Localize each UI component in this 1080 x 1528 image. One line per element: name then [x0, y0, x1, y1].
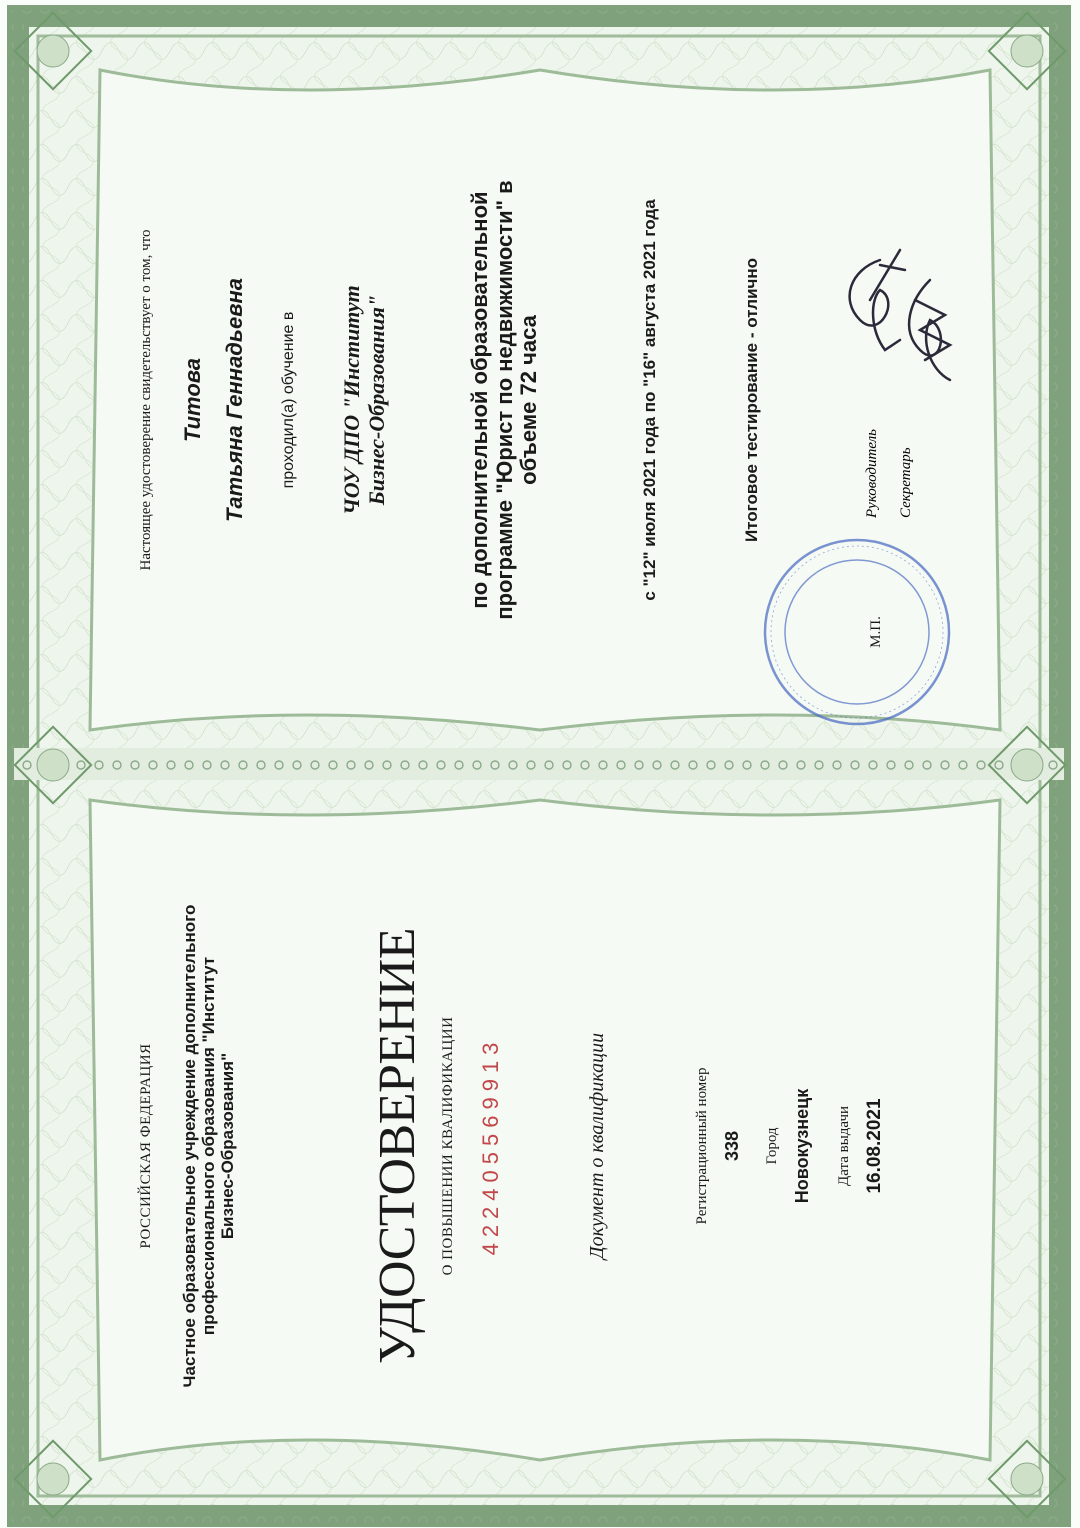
program-description: [468, 180, 542, 619]
issuing-organization: [180, 905, 237, 1388]
program-line-3: объеме 72 часа: [516, 315, 542, 485]
institution-line-2: Бизнес-Образования": [363, 294, 389, 506]
institution-name: [340, 285, 389, 515]
org-line-2: профессионального образования "Институт: [199, 956, 219, 1336]
serial-number: 422405569913: [478, 1036, 503, 1256]
training-passed-text: проходил(а) обучение в: [280, 311, 297, 489]
document-type: Документ о квалификации: [586, 1032, 608, 1260]
registration-label: Регистрационный номер: [694, 1067, 710, 1225]
issue-date-value: 16.08.2021: [864, 1098, 885, 1194]
issue-date-label: Дата выдачи: [836, 1105, 852, 1187]
final-test-result: Итоговое тестирование - отлично: [742, 257, 761, 543]
intro-text: Настоящее удостоверение свидетельствует о том, что: [138, 229, 154, 571]
director-label: Руководитель: [864, 429, 880, 518]
registration-number: 338: [722, 1130, 742, 1162]
program-line-2: программе "Юрист по недвижимости" в: [491, 180, 517, 620]
document-title: УДОСТОВЕРЕНИЕ: [369, 927, 426, 1365]
city-value: Новокузнецк: [792, 1088, 812, 1204]
training-period: с "12" июля 2021 года по "16" августа 2021 года: [640, 199, 659, 601]
program-line-1: по дополнительной образовательной: [467, 191, 492, 609]
document-subtitle: О ПОВЫШЕНИИ КВАЛИФИКАЦИИ: [440, 1016, 456, 1276]
institution-line-1: ЧОУ ДПО "Институт: [339, 285, 364, 515]
country-heading: РОССИЙСКАЯ ФЕДЕРАЦИЯ: [138, 1043, 154, 1249]
org-line-1: Частное образовательное учреждение дополнительного: [180, 904, 199, 1388]
holder-surname: Титова: [180, 358, 205, 442]
secretary-label: Секретарь: [898, 447, 914, 518]
holder-given-names: Татьяна Геннадьевна: [222, 277, 247, 523]
stamp-mark: М.П.: [868, 616, 884, 648]
city-label: Город: [764, 1127, 780, 1165]
org-line-3: Бизнес-Образования": [218, 1052, 238, 1240]
